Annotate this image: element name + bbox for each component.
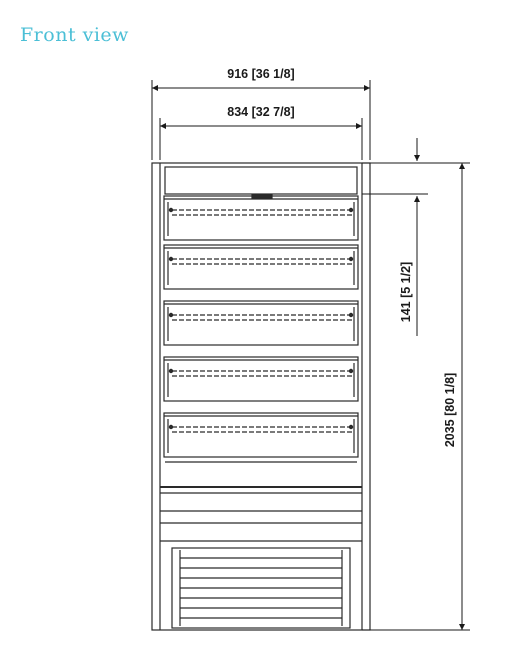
shelf	[164, 196, 358, 240]
shelf-frame	[164, 245, 358, 289]
cabinet-outline	[152, 163, 370, 630]
shelf-pin	[169, 208, 172, 211]
label-overall-height: 2035 [80 1/8]	[443, 372, 457, 448]
grille-slats	[180, 550, 342, 626]
shelf-pin	[349, 208, 352, 211]
shelves	[164, 196, 358, 457]
shelf	[164, 413, 358, 457]
label-overall-width: 916 [36 1/8]	[227, 67, 295, 81]
page-title: Front view	[20, 24, 129, 46]
shelf-pin	[169, 313, 172, 316]
label-inner-width: 834 [32 7/8]	[227, 105, 295, 119]
shelf	[164, 357, 358, 401]
shelf	[164, 245, 358, 289]
canopy-panel	[165, 167, 357, 194]
shelf-frame	[164, 301, 358, 345]
canopy	[165, 167, 357, 198]
shelf-pin	[169, 257, 172, 260]
shelf-pin	[349, 313, 352, 316]
shelf-pin	[169, 425, 172, 428]
shelf-frame	[164, 413, 358, 457]
shelf	[164, 301, 358, 345]
label-canopy-height: 141 [5 1/2]	[399, 261, 413, 323]
cabinet	[152, 163, 370, 630]
shelf-frame	[164, 357, 358, 401]
shelf-pin	[169, 369, 172, 372]
shelf-pin	[349, 257, 352, 260]
shelf-pin	[349, 425, 352, 428]
lower-section	[160, 462, 362, 628]
shelf-frame	[164, 196, 358, 240]
shelf-pin	[349, 369, 352, 372]
